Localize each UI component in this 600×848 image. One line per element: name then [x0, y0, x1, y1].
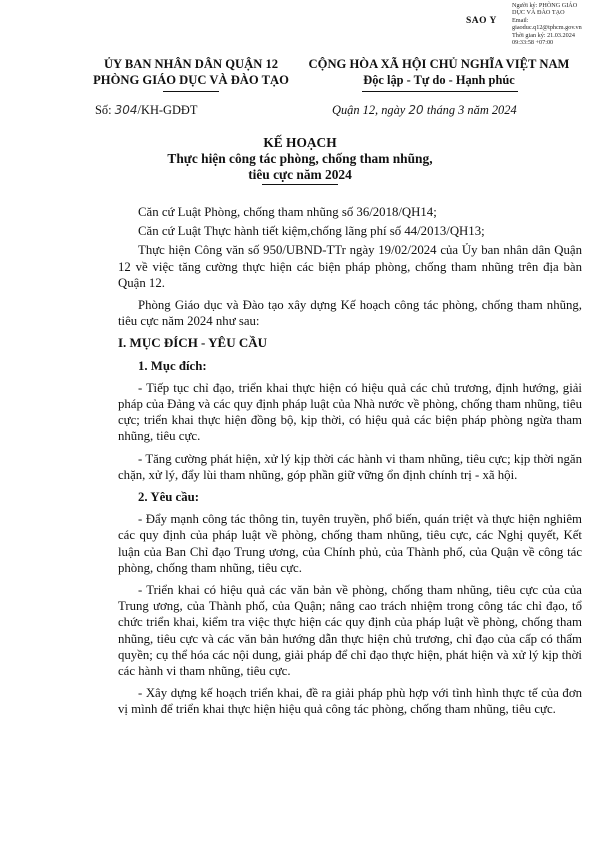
motto-line-2: Độc lập - Tự do - Hạnh phúc — [363, 73, 515, 87]
signature-time-value: 09:33:58 +07:00 — [512, 39, 554, 47]
signer-line-2: DỤC VÀ ĐÀO TẠO — [512, 9, 565, 17]
motto-underline — [362, 91, 518, 92]
agency-line-2: PHÒNG GIÁO DỤC VÀ ĐÀO TẠO — [93, 73, 289, 87]
place-date-day: 20 — [408, 103, 424, 117]
place-date-suffix: tháng 3 năm 2024 — [426, 103, 517, 117]
doc-number-suffix: /KH-GDĐT — [137, 103, 198, 117]
signature-email-label: Email: — [512, 16, 529, 24]
requirement-paragraph-1: - Đẩy mạnh công tác thông tin, tuyên truyền, phổ biến, quán triệt và thực hiện nghiêm các quy định của pháp luật về phòng, chống tham nhũng, tiêu cực, các Nghị quyết, Kết luận của Ban Chỉ đạo Trung ương, của Chính phủ, của Thành phố, của Quận về công tác phòng, chống tham nhũng, tiêu cực. — [118, 512, 582, 575]
motto-line-1: CỘNG HÒA XÃ HỘI CHỦ NGHĨA VIỆT NAM — [308, 57, 570, 71]
digital-signature-block — [512, 2, 598, 46]
legal-basis-2: Căn cứ Luật Thực hành tiết kiệm,chống lãng phí số 44/2013/QH13; — [138, 224, 485, 239]
legal-basis-1: Căn cứ Luật Phòng, chống tham nhũng số 36/2018/QH14; — [138, 205, 437, 219]
doc-number-prefix: Số: — [95, 103, 112, 117]
signature-email: giaoduc.q12@tphcm.gov.vn — [512, 24, 582, 32]
title-line-2: Thực hiện công tác phòng, chống tham nhũng, — [167, 151, 433, 166]
document-title — [100, 135, 500, 183]
title-line-1: KẾ HOẠCH — [263, 135, 337, 150]
copy-stamp: SAO Y — [466, 16, 497, 26]
document-body — [118, 204, 582, 724]
purpose-paragraph-2: - Tăng cường phát hiện, xử lý kịp thời các hành vi tham nhũng, tiêu cực; kịp thời ngăn chặn, xử lý, đẩy lùi tham nhũng, góp phần giữ vững ổn định chính trị - xã hội. — [118, 451, 582, 482]
signer-line-1: Người ký: PHÒNG GIÁO — [512, 2, 578, 9]
purpose-paragraph-1: - Tiếp tục chỉ đạo, triển khai thực hiện có hiệu quả các chủ trương, định hướng, giải pháp của Đảng và các quy định pháp luật của Nhà nước về phòng, chống tham nhũng, tiêu cực; triển khai thực hiện đồng bộ, kịp thời, có hiệu quả các biện pháp phòng ngừa tham nhũng, tiêu cực. — [118, 380, 582, 444]
place-date — [332, 103, 517, 118]
section-1-heading: I. MỤC ĐÍCH - YÊU CẦU — [118, 335, 268, 351]
title-line-3: tiêu cực năm 2024 — [248, 167, 352, 182]
document-number — [95, 103, 197, 118]
national-motto — [294, 56, 584, 88]
subsection-1-heading: 1. Mục đích: — [138, 358, 207, 373]
issuing-agency — [82, 56, 300, 88]
requirement-paragraph-2: - Triển khai có hiệu quả các văn bản về phòng, chống tham nhũng, tiêu cực của của Trung ương, của Thành phố, của Quận; nâng cao trách nhiệm trong công tác chỉ đạo, tổ chức triển khai, kiểm tra việc thực hiện các quy định của pháp luật về phòng, chống tham nhũng, tiêu cực và các văn bản hướng dẫn thực hiện chủ trương, chỉ đạo của cấp có thẩm quyền; cụ thể hóa các nội dung, giải pháp để chỉ đạo thực hiện, phát hiện và xử lý kịp thời các hành vi tham nhũng, tiêu cực. — [118, 583, 582, 679]
agency-line-1: ỦY BAN NHÂN DÂN QUẬN 12 — [103, 57, 279, 71]
intro-paragraph: Phòng Giáo dục và Đào tạo xây dựng Kế hoạch công tác phòng, chống tham nhũng, tiêu cực năm 2024 như sau: — [118, 298, 582, 329]
doc-number-handwritten: 304 — [114, 103, 138, 117]
requirement-paragraph-3: - Xây dựng kế hoạch triển khai, đề ra giải pháp phù hợp với tình hình thực tế của đơn vị mình để triển khai thực hiện hiệu quả công tác phòng, chống tham nhũng, tiêu cực. — [118, 686, 582, 717]
agency-underline — [163, 91, 219, 92]
title-underline — [262, 184, 338, 185]
place-date-prefix: Quận 12, ngày — [332, 103, 406, 117]
subsection-2-heading: 2. Yêu cầu: — [138, 490, 200, 505]
legal-basis-3: Thực hiện Công văn số 950/UBND-TTr ngày 19/02/2024 của Ủy ban nhân dân Quận 12 về việc tăng cường thực hiện các biện pháp phòng, chống tham nhũng trên địa bàn Quận 12. — [118, 243, 582, 290]
signature-time-label: Thời gian ký: 21.03.2024 — [512, 31, 575, 39]
